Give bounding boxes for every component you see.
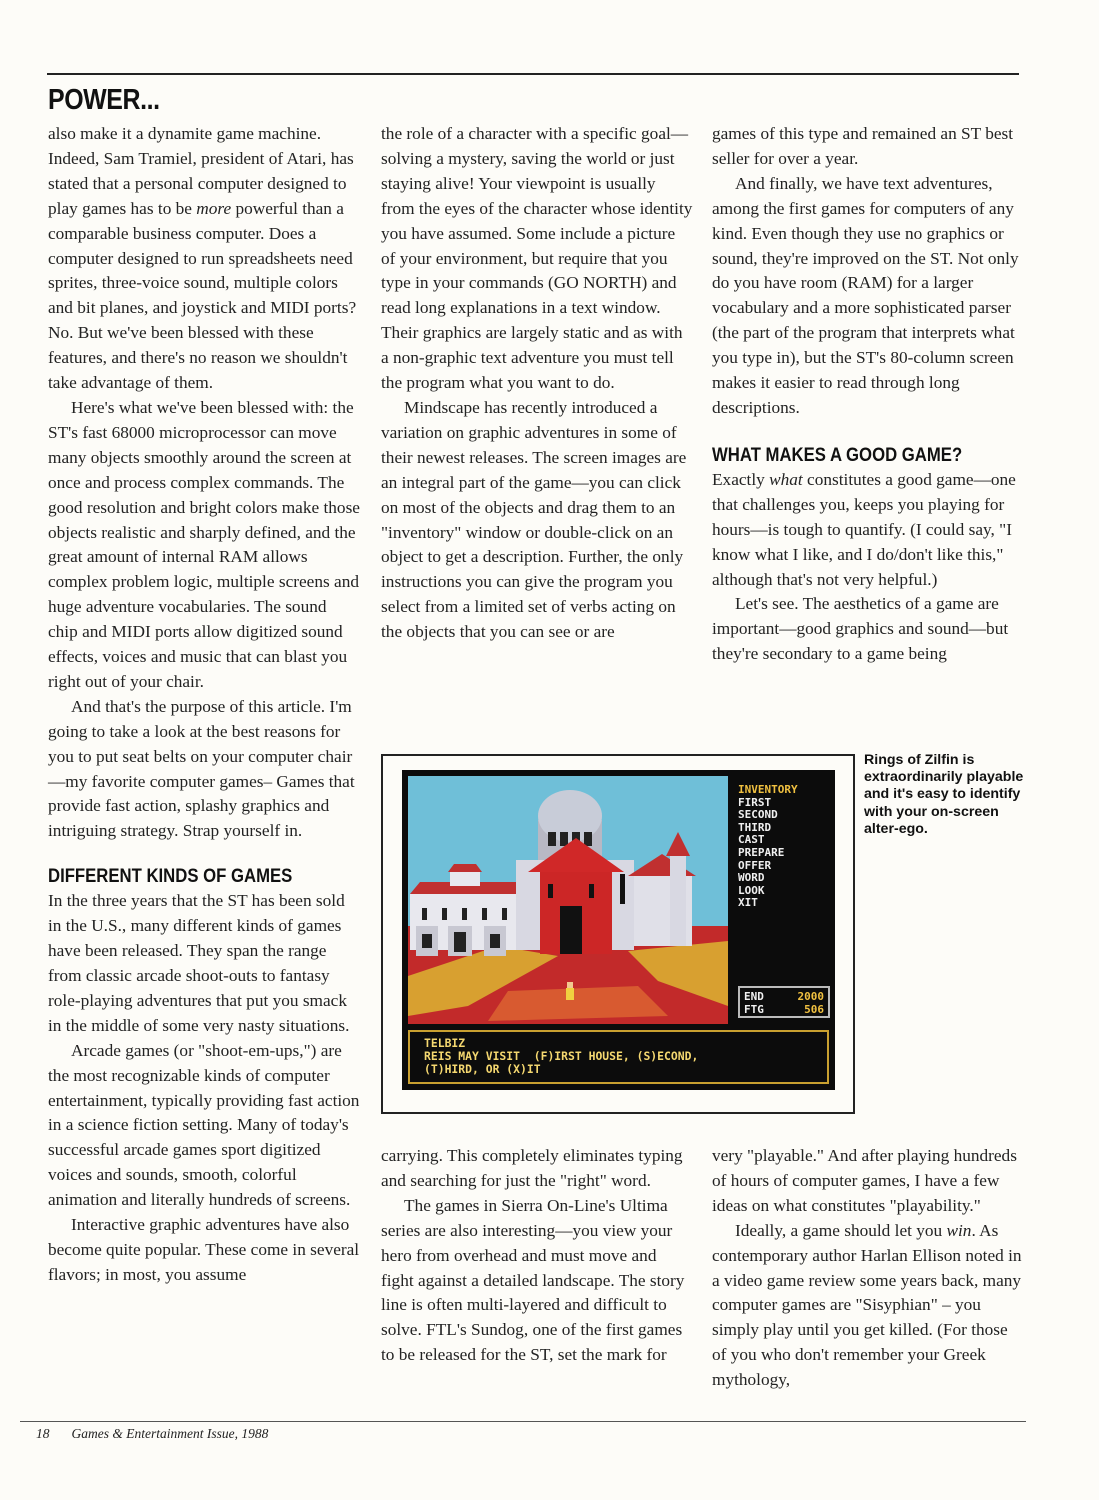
image-caption: Rings of Zilfin is extraordinarily playable and it's easy to identify with your on-screen alter-ego. [864,752,1024,837]
menu-item: XIT [738,896,758,910]
column-3-bottom [712,1144,1024,1393]
column-2-bottom [381,1144,693,1368]
paragraph: Let's see. The aesthetics of a game are important—good graphics and sound—but they're secondary to a game being [712,594,1009,664]
paragraph: Mindscape has recently introduced a variation on graphic adventures in some of their newest releases. The screen images are an integral part of the game—you can click on most of the objects and drag them to an "inventory" window or double-click on an object to get a description. Further, the only instructions you can give the program you select from a limited set of verbs acting on the objects that you can see or are [381,397,687,642]
page-number: 18 [36,1426,50,1441]
menu-item: PREPARE [738,845,785,859]
publication-name: Games & Entertainment Issue, 1988 [71,1426,269,1441]
game-screenshot [402,770,835,1090]
menu-item: CAST [738,833,765,847]
menu-item: SECOND [738,808,778,822]
column-3 [712,122,1024,667]
paragraph: Ideally, a game should let you win. As contemporary author Harlan Ellison noted in a video game review some years back, many computer games are "Sisyphian" – you simply play until you get killed. (For those of you who don't remember your Greek mythology, [712,1220,1022,1390]
menu-item: OFFER [738,858,772,872]
menu-item: LOOK [738,883,765,897]
message-box: TELBIZ REIS MAY VISIT (F)IRST HOUSE, (S)ECOND, (T)HIRD, OR (X)IT [408,1030,829,1084]
stats-panel [738,986,830,1018]
stat-value: 2000 [797,990,824,1003]
paragraph: the role of a character with a specific goal—solving a mystery, saving the world or just staying alive! Your viewpoint is usually from the eyes of the character whose identity you have assumed. Some include a picture of your environment, but require that you type in your commands (GO NORTH) and read long explanations in a text window. Their graphics are largely static and as with a non-graphic text adventure you must tell the program what you want to do. [381,124,693,393]
paragraph: very "playable." And after playing hundreds of hours of computer games, I have a few ideas on what constitutes "playability." [712,1146,1017,1215]
paragraph: games of this type and remained an ST best seller for over a year. [712,124,1014,168]
menu-item: THIRD [738,820,772,834]
menu-item: WORD [738,871,765,885]
paragraph: And that's the purpose of this article. I'm going to take a look at the best reasons for you to put seat belts on your computer chair—my favorite computer games– Games that provide fast action, splashy graphics and intriguing strategy. Strap yourself in. [48,696,355,841]
paragraph: Here's what we've been blessed with: the ST's fast 68000 microprocessor can move many objects smoothly around the screen at once and process complex commands. The good resolution and bright colors make those objects realistic and sharply defined, and the great amount of internal RAM allows complex problem logic, multiple screens and huge adventure vocabularies. The sound chip and MIDI ports allow digitized sound effects, voices and music that can blast you right out of your chair. [48,397,360,691]
subheading-kinds-of-games: DIFFERENT KINDS OF GAMES [48,866,293,888]
paragraph: The games in Sierra On-Line's Ultima series are also interesting—you view your hero from overhead and must move and fight against a detailed landscape. The story line is often multi-layered and difficult to solve. FTL's Sundog, one of the first games to be released for the ST, set the mark for [381,1195,685,1365]
column-2 [381,122,693,645]
stat-label: END [744,990,764,1003]
paragraph: carrying. This completely eliminates typing and searching for just the "right" word. [381,1146,683,1190]
paragraph: And finally, we have text adventures, among the first games for computers of any kind. Even though they use no graphics or sound, they're improved on the ST. Not only do you have room (RAM) for a larger vocabulary and a more sophisticated parser (the part of the program that interprets what you type in), but the ST's 80-column screen makes it easier to read through long descriptions. [712,173,1019,417]
section-title: POWER... [48,84,160,116]
castle-scene-image [408,776,728,1024]
paragraph: In the three years that the ST has been sold in the U.S., many different kinds of games have been released. They span the range from classic arcade shoot-outs to fantasy role-playing adventures that put you smack in the middle of some very nasty situations. [48,891,350,1035]
stat-value: 506 [804,1003,824,1016]
stat-label: FTG [744,1003,764,1016]
paragraph: also make it a dynamite game machine. Indeed, Sam Tramiel, president of Atari, has stated that a personal computer designed to play games has to be more powerful than a comparable business computer. Does a computer designed to run spreadsheets need sprites, three-voice sound, multiple colors and bit planes, and joystick and MIDI ports? No. But we've been blessed with these features, and there's no reason we shouldn't take advantage of them. [48,124,357,393]
paragraph: Interactive graphic adventures have also become quite popular. These come in several flavors; in most, you assume [48,1215,360,1284]
page-footer [36,1426,268,1442]
paragraph: Exactly what constitutes a good game—one that challenges you, keeps you playing for hours—is tough to quantify. (I could say, "I know what I like, and I do/don't like this," although that's not very helpful.) [712,469,1016,589]
bottom-rule [20,1421,1026,1422]
menu-heading: INVENTORY [738,783,798,796]
top-rule [47,73,1019,75]
menu-item: FIRST [738,795,772,809]
paragraph: Arcade games (or "shoot-em-ups,") are the most recognizable kinds of computer entertainment, typically providing fast action in a science fiction setting. Many of today's successful arcade games sport digitized voices and sounds, smooth, colorful animation and literally hundreds of screens. [48,1040,360,1210]
subheading-good-game: WHAT MAKES A GOOD GAME? [712,444,963,466]
column-1 [48,122,360,1288]
command-menu [738,784,832,910]
